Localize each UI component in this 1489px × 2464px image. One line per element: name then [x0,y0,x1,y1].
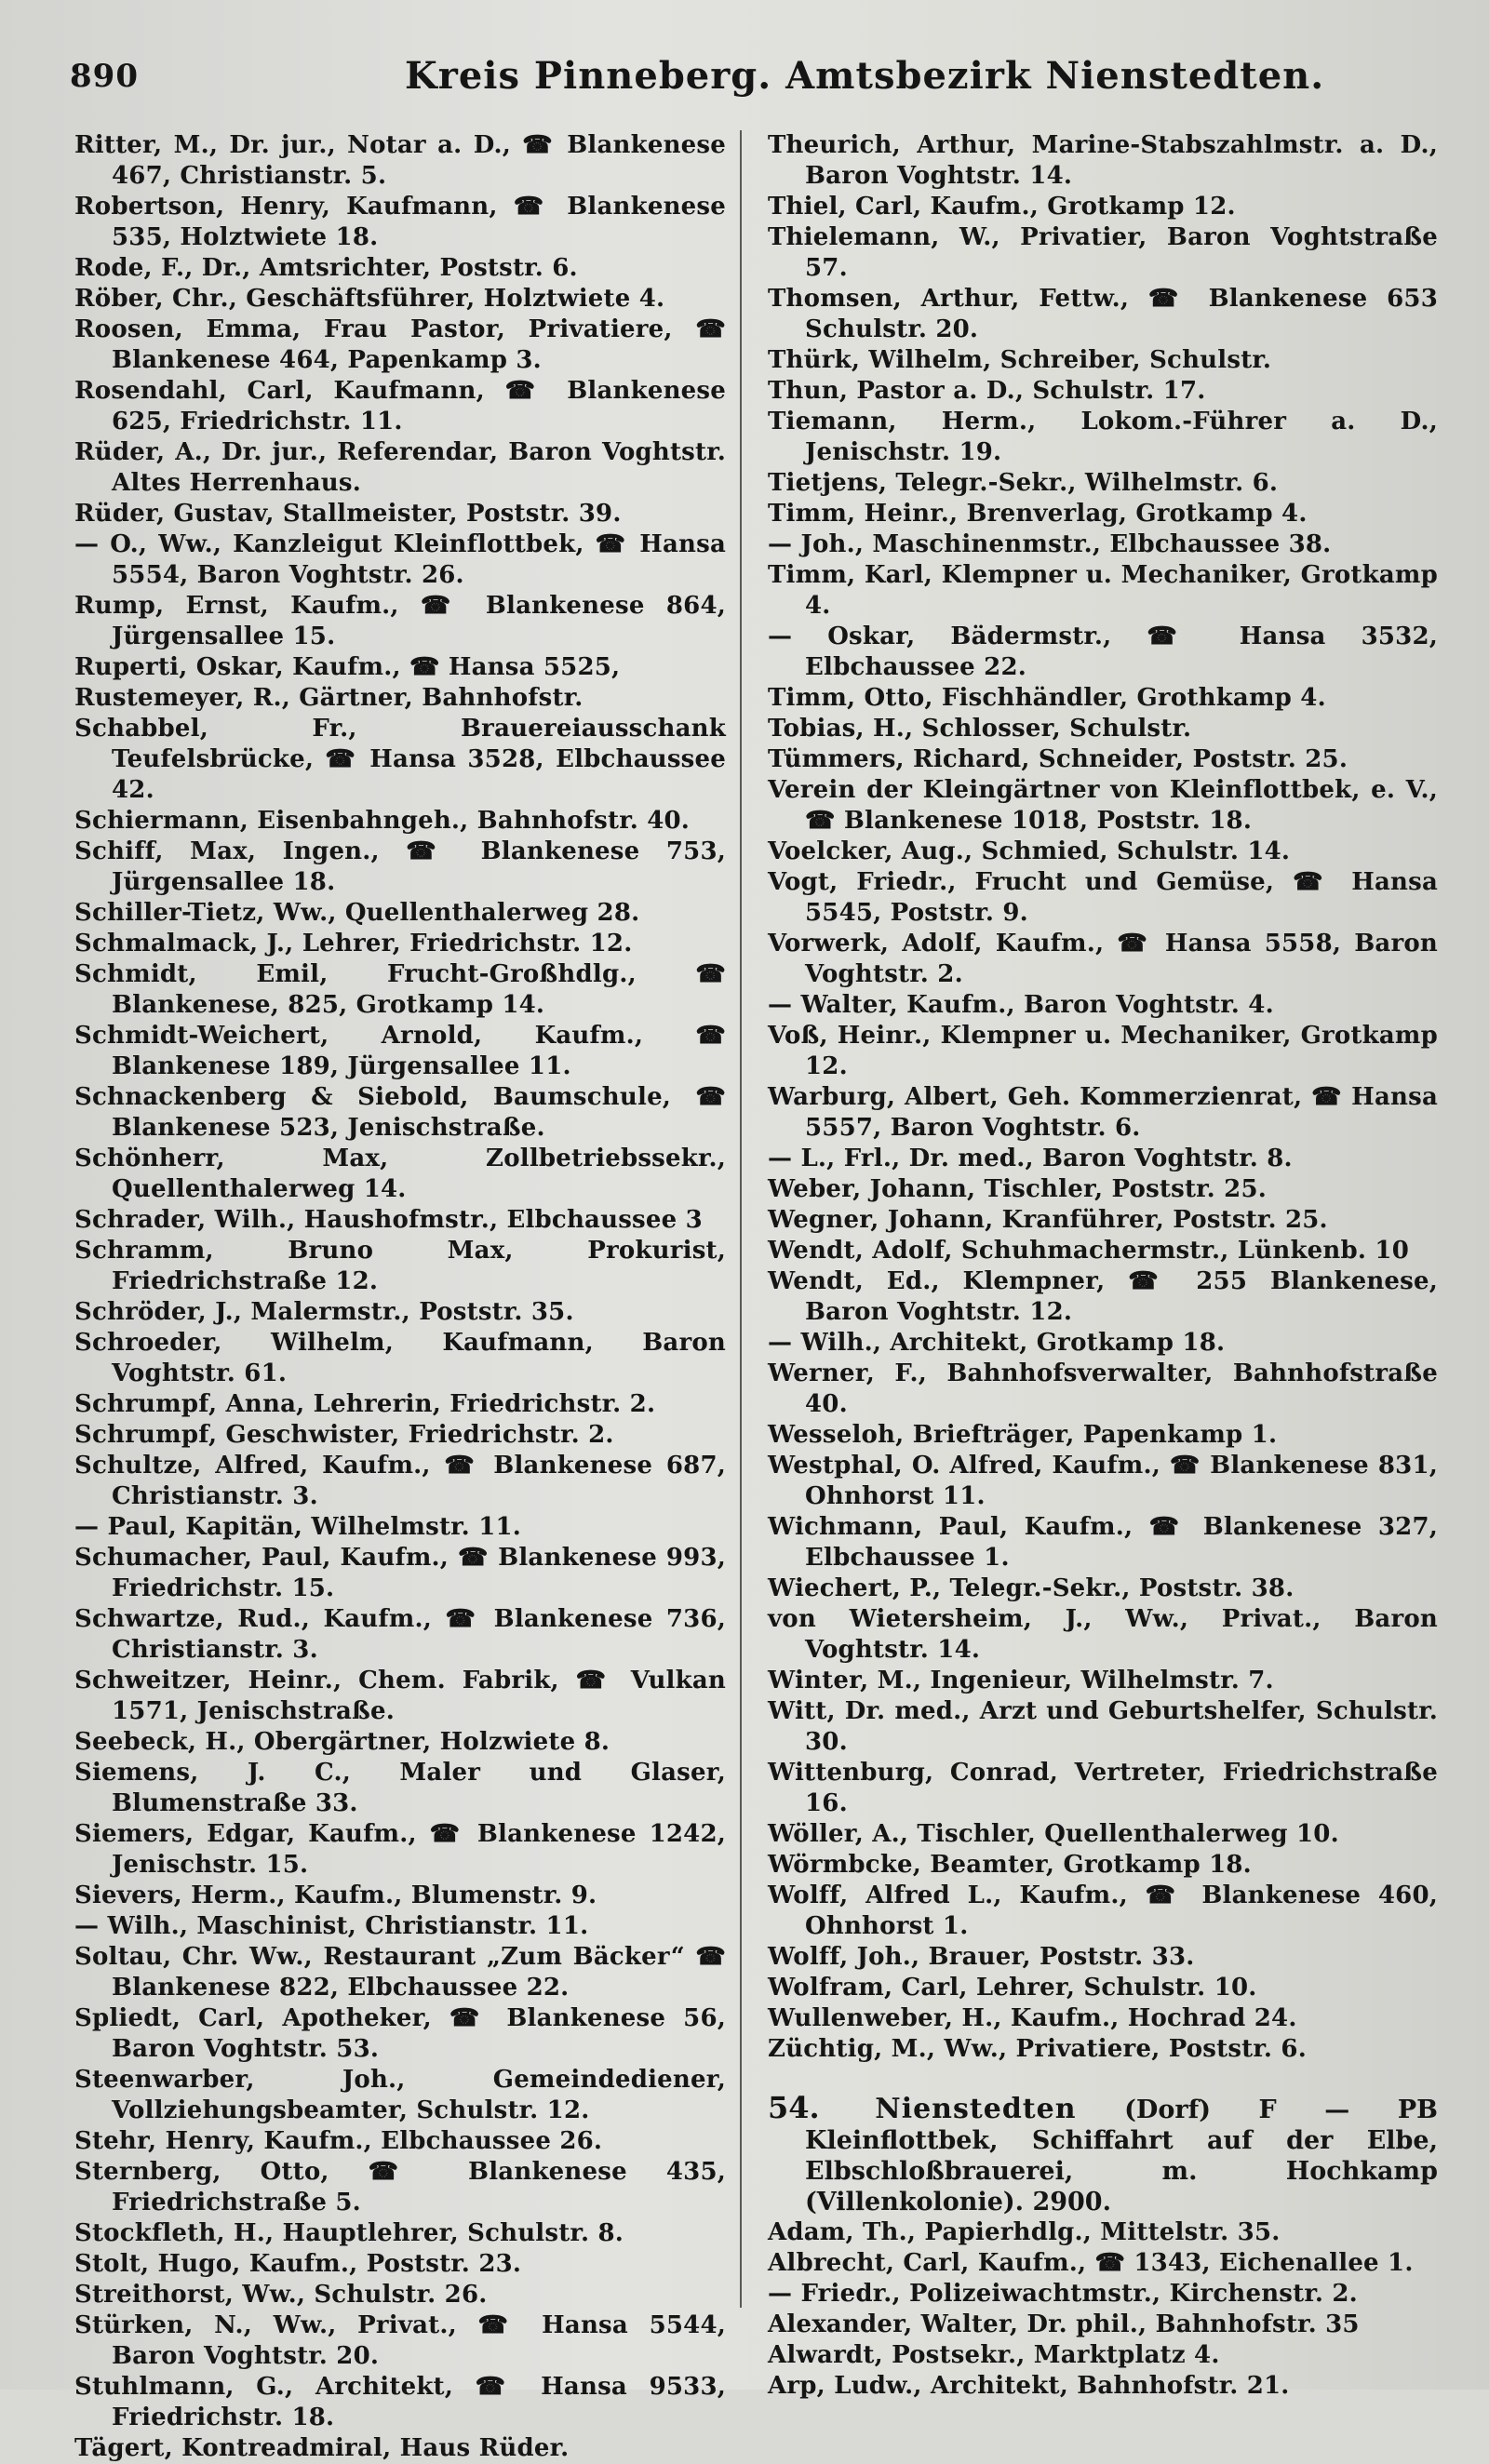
directory-entry: Rüder, A., Dr. jur., Referendar, Baron Voghtstr. Altes Herrenhaus. [74,438,726,497]
directory-entry: Schröder, J., Malermstr., Poststr. 35. [74,1298,574,1326]
directory-entry: Albrecht, Carl, Kaufm., ☎ 1343, Eichenallee 1. [768,2249,1414,2277]
section-place: Nienstedten [875,2093,1077,2125]
directory-entry: — Paul, Kapitän, Wilhelmstr. 11. [74,1513,522,1541]
directory-entry: Wolfram, Carl, Lehrer, Schulstr. 10. [768,1974,1257,2002]
directory-entry: Werner, F., Bahnhofsverwalter, Bahnhofstraße 40. [768,1359,1438,1418]
left-column [74,130,726,2462]
directory-entry: — L., Frl., Dr. med., Baron Voghtstr. 8. [768,1145,1293,1172]
section-number: 54. [768,2090,820,2125]
directory-entry: Alwardt, Postsekr., Marktplatz 4. [768,2341,1220,2369]
directory-entry: — Friedr., Polizeiwachtmstr., Kirchenstr. 2. [768,2280,1358,2308]
directory-entry: Rump, Ernst, Kaufm., ☎ Blankenese 864, Jürgensallee 15. [74,592,726,650]
section-entry-list [768,2217,1438,2402]
directory-entry: Schiff, Max, Ingen., ☎ Blankenese 753, Jürgensallee 18. [74,837,726,896]
directory-entry: Vorwerk, Adolf, Kaufm., ☎ Hansa 5558, Baron Voghtstr. 2. [768,930,1438,988]
directory-entry: Wesseloh, Briefträger, Papenkamp 1. [768,1421,1278,1449]
directory-entry: Schweitzer, Heinr., Chem. Fabrik, ☎ Vulkan 1571, Jenischstraße. [74,1667,726,1725]
directory-entry: Sternberg, Otto, ☎ Blankenese 435, Friedrichstraße 5. [74,2158,726,2216]
directory-entry: — Wilh., Architekt, Grotkamp 18. [768,1329,1226,1357]
directory-entry: Tietjens, Telegr.-Sekr., Wilhelmstr. 6. [768,469,1279,497]
page-header [70,50,1438,106]
directory-entry: Timm, Heinr., Brenverlag, Grotkamp 4. [768,500,1308,528]
page-number: 890 [70,58,139,95]
directory-entry: Schnackenberg & Siebold, Baumschule, ☎ Blankenese 523, Jenischstraße. [74,1083,726,1142]
directory-entry: Theurich, Arthur, Marine-Stabszahlmstr. a. D., Baron Voghtstr. 14. [768,131,1438,190]
directory-entry: Stürken, N., Ww., Privat., ☎ Hansa 5544, Baron Voghtstr. 20. [74,2311,726,2370]
directory-entry: Alexander, Walter, Dr. phil., Bahnhofstr. 35 [768,2310,1360,2338]
directory-entry: Rüder, Gustav, Stallmeister, Poststr. 39. [74,500,622,528]
directory-entry: Siemens, J. C., Maler und Glaser, Blumenstraße 33. [74,1759,726,1817]
directory-entry: Spliedt, Carl, Apotheker, ☎ Blankenese 56, Baron Voghtstr. 53. [74,2004,726,2063]
directory-entry: Stolt, Hugo, Kaufm., Poststr. 23. [74,2250,522,2278]
directory-entry: Winter, M., Ingenieur, Wilhelmstr. 7. [768,1667,1274,1694]
directory-entry: Tümmers, Richard, Schneider, Poststr. 25. [768,745,1348,773]
directory-entry: Soltau, Chr. Ww., Restaurant „Zum Bäcker“ ☎ Blankenese 822, Elbchaussee 22. [74,1943,726,2002]
directory-entry: Streithorst, Ww., Schulstr. 26. [74,2281,488,2309]
directory-entry: Tobias, H., Schlosser, Schulstr. [768,715,1192,743]
directory-entry: Wendt, Ed., Klempner, ☎ 255 Blankenese, Baron Voghtstr. 12. [768,1267,1438,1326]
directory-entry: Voß, Heinr., Klempner u. Mechaniker, Grotkamp 12. [768,1022,1438,1080]
directory-entry: Schrader, Wilh., Haushofmstr., Elbchaussee 3 [74,1206,703,1234]
directory-entry: Robertson, Henry, Kaufmann, ☎ Blankenese 535, Holztwiete 18. [74,193,726,251]
section-heading [768,2090,1439,2217]
directory-entry: Sievers, Herm., Kaufm., Blumenstr. 9. [74,1881,597,1909]
directory-entry: Wichmann, Paul, Kaufm., ☎ Blankenese 327, Elbchaussee 1. [768,1513,1438,1572]
directory-entry: Thomsen, Arthur, Fettw., ☎ Blankenese 653 Schulstr. 20. [768,285,1438,343]
directory-entry: Verein der Kleingärtner von Kleinflottbek, e. V., ☎ Blankenese 1018, Poststr. 18. [768,776,1438,835]
directory-entry: Züchtig, M., Ww., Privatiere, Poststr. 6. [768,2035,1307,2063]
directory-entry: Schönherr, Max, Zollbetriebssekr., Quellenthalerweg 14. [74,1145,726,1203]
directory-entry: Wegner, Johann, Kranführer, Poststr. 25. [768,1206,1328,1234]
directory-entry: Warburg, Albert, Geh. Kommerzienrat, ☎ Hansa 5557, Baron Voghtstr. 6. [768,1083,1438,1142]
directory-entry: Wolff, Alfred L., Kaufm., ☎ Blankenese 460, Ohnhorst 1. [768,1881,1438,1940]
directory-entry: Wöller, A., Tischler, Quellenthalerweg 10. [768,1820,1339,1848]
directory-entry: Tägert, Kontreadmiral, Haus Rüder. [74,2434,570,2462]
right-entry-list [768,130,1438,2065]
directory-entry: Schiermann, Eisenbahngeh., Bahnhofstr. 40. [74,807,691,835]
directory-entry: Ruperti, Oskar, Kaufm., ☎ Hansa 5525, [74,653,621,681]
directory-entry: Thun, Pastor a. D., Schulstr. 17. [768,377,1206,405]
directory-entry: Schultze, Alfred, Kaufm., ☎ Blankenese 687, Christianstr. 3. [74,1452,726,1510]
directory-entry: von Wietersheim, J., Ww., Privat., Baron Voghtstr. 14. [768,1605,1438,1664]
directory-entry: Ritter, M., Dr. jur., Notar a. D., ☎ Blankenese 467, Christianstr. 5. [74,131,726,190]
directory-entry: Rode, F., Dr., Amtsrichter, Poststr. 6. [74,254,578,282]
directory-entry: Stuhlmann, G., Architekt, ☎ Hansa 9533, Friedrichstr. 18. [74,2373,726,2431]
directory-entry: Wolff, Joh., Brauer, Poststr. 33. [768,1943,1195,1971]
directory-entry: Wörmbcke, Beamter, Grotkamp 18. [768,1851,1252,1879]
directory-entry: Voelcker, Aug., Schmied, Schulstr. 14. [768,837,1291,865]
directory-entry: Vogt, Friedr., Frucht und Gemüse, ☎ Hansa 5545, Poststr. 9. [768,868,1438,927]
directory-entry: Schrumpf, Anna, Lehrerin, Friedrichstr. 2. [74,1390,656,1418]
directory-entry: — Walter, Kaufm., Baron Voghtstr. 4. [768,991,1274,1019]
directory-entry: Schrumpf, Geschwister, Friedrichstr. 2. [74,1421,614,1449]
directory-entry: Schabbel, Fr., Brauereiausschank Teufelsbrücke, ☎ Hansa 3528, Elbchaussee 42. [74,715,726,804]
directory-entry: Schmidt, Emil, Frucht-Großhdlg., ☎ Blankenese, 825, Grotkamp 14. [74,960,726,1019]
directory-entry: Wiechert, P., Telegr.-Sekr., Poststr. 38. [768,1574,1294,1602]
directory-entry: Thürk, Wilhelm, Schreiber, Schulstr. [768,346,1272,374]
directory-entry: Wendt, Adolf, Schuhmachermstr., Lünkenb. 10 [768,1237,1409,1265]
directory-entry: Rosendahl, Carl, Kaufmann, ☎ Blankenese 625, Friedrichstr. 11. [74,377,726,435]
directory-entry: Tiemann, Herm., Lokom.-Führer a. D., Jenischstr. 19. [768,408,1438,466]
directory-entry: Schramm, Bruno Max, Prokurist, Friedrichstraße 12. [74,1237,726,1295]
directory-entry: Schroeder, Wilhelm, Kaufmann, Baron Voghtstr. 61. [74,1329,726,1387]
directory-entry: Westphal, O. Alfred, Kaufm., ☎ Blankenese 831, Ohnhorst 11. [768,1452,1438,1510]
directory-entry: — Oskar, Bädermstr., ☎ Hansa 3532, Elbchaussee 22. [768,623,1438,681]
directory-entry: Stehr, Henry, Kaufm., Elbchaussee 26. [74,2127,603,2155]
directory-entry: Wullenweber, H., Kaufm., Hochrad 24. [768,2004,1297,2032]
directory-entry: Weber, Johann, Tischler, Poststr. 25. [768,1175,1268,1203]
directory-entry: Schmidt-Weichert, Arnold, Kaufm., ☎ Blankenese 189, Jürgensallee 11. [74,1022,726,1080]
directory-entry: — Joh., Maschinenmstr., Elbchaussee 38. [768,530,1332,558]
directory-entry: Timm, Karl, Klempner u. Mechaniker, Grotkamp 4. [768,561,1438,620]
running-title: Kreis Pinneberg. Amtsbezirk Nienstedten. [405,54,1325,98]
directory-entry: Rustemeyer, R., Gärtner, Bahnhofstr. [74,684,584,712]
column-divider [740,130,742,2308]
directory-entry: Schwartze, Rud., Kaufm., ☎ Blankenese 736, Christianstr. 3. [74,1605,726,1664]
directory-entry: Timm, Otto, Fischhändler, Grothkamp 4. [768,684,1326,712]
directory-entry: Schiller-Tietz, Ww., Quellenthalerweg 28. [74,899,640,927]
directory-entry: — O., Ww., Kanzleigut Kleinflottbek, ☎ Hansa 5554, Baron Voghtstr. 26. [74,530,726,589]
directory-entry: — Wilh., Maschinist, Christianstr. 11. [74,1912,589,1940]
right-column [768,130,1439,2400]
directory-entry: Schumacher, Paul, Kaufm., ☎ Blankenese 993, Friedrichstr. 15. [74,1544,726,1602]
directory-entry: Wittenburg, Conrad, Vertreter, Friedrichstraße 16. [768,1759,1438,1817]
directory-entry: Röber, Chr., Geschäftsführer, Holztwiete 4. [74,285,665,313]
directory-entry: Stockfleth, H., Hauptlehrer, Schulstr. 8. [74,2219,624,2247]
directory-entry: Witt, Dr. med., Arzt und Geburtshelfer, Schulstr. 30. [768,1697,1438,1756]
directory-entry: Steenwarber, Joh., Gemeindediener, Vollziehungsbeamter, Schulstr. 12. [74,2066,726,2124]
directory-entry: Arp, Ludw., Architekt, Bahnhofstr. 21. [768,2372,1290,2400]
directory-entry: Adam, Th., Papierhdlg., Mittelstr. 35. [768,2218,1281,2246]
section-description: (Dorf) F — PB Kleinflottbek, Schiffahrt auf der Elbe, Elbschloßbrauerei, m. Hochkamp (Villenkolonie). 2900. [805,2096,1439,2216]
directory-entry: Thielemann, W., Privatier, Baron Voghtstraße 57. [768,223,1438,282]
directory-entry: Schmalmack, J., Lehrer, Friedrichstr. 12. [74,930,633,957]
directory-entry: Thiel, Carl, Kaufm., Grotkamp 12. [768,193,1236,221]
directory-entry: Roosen, Emma, Frau Pastor, Privatiere, ☎ Blankenese 464, Papenkamp 3. [74,315,726,374]
directory-entry: Seebeck, H., Obergärtner, Holzwiete 8. [74,1728,610,1756]
directory-entry: Siemers, Edgar, Kaufm., ☎ Blankenese 1242, Jenischstr. 15. [74,1820,726,1879]
